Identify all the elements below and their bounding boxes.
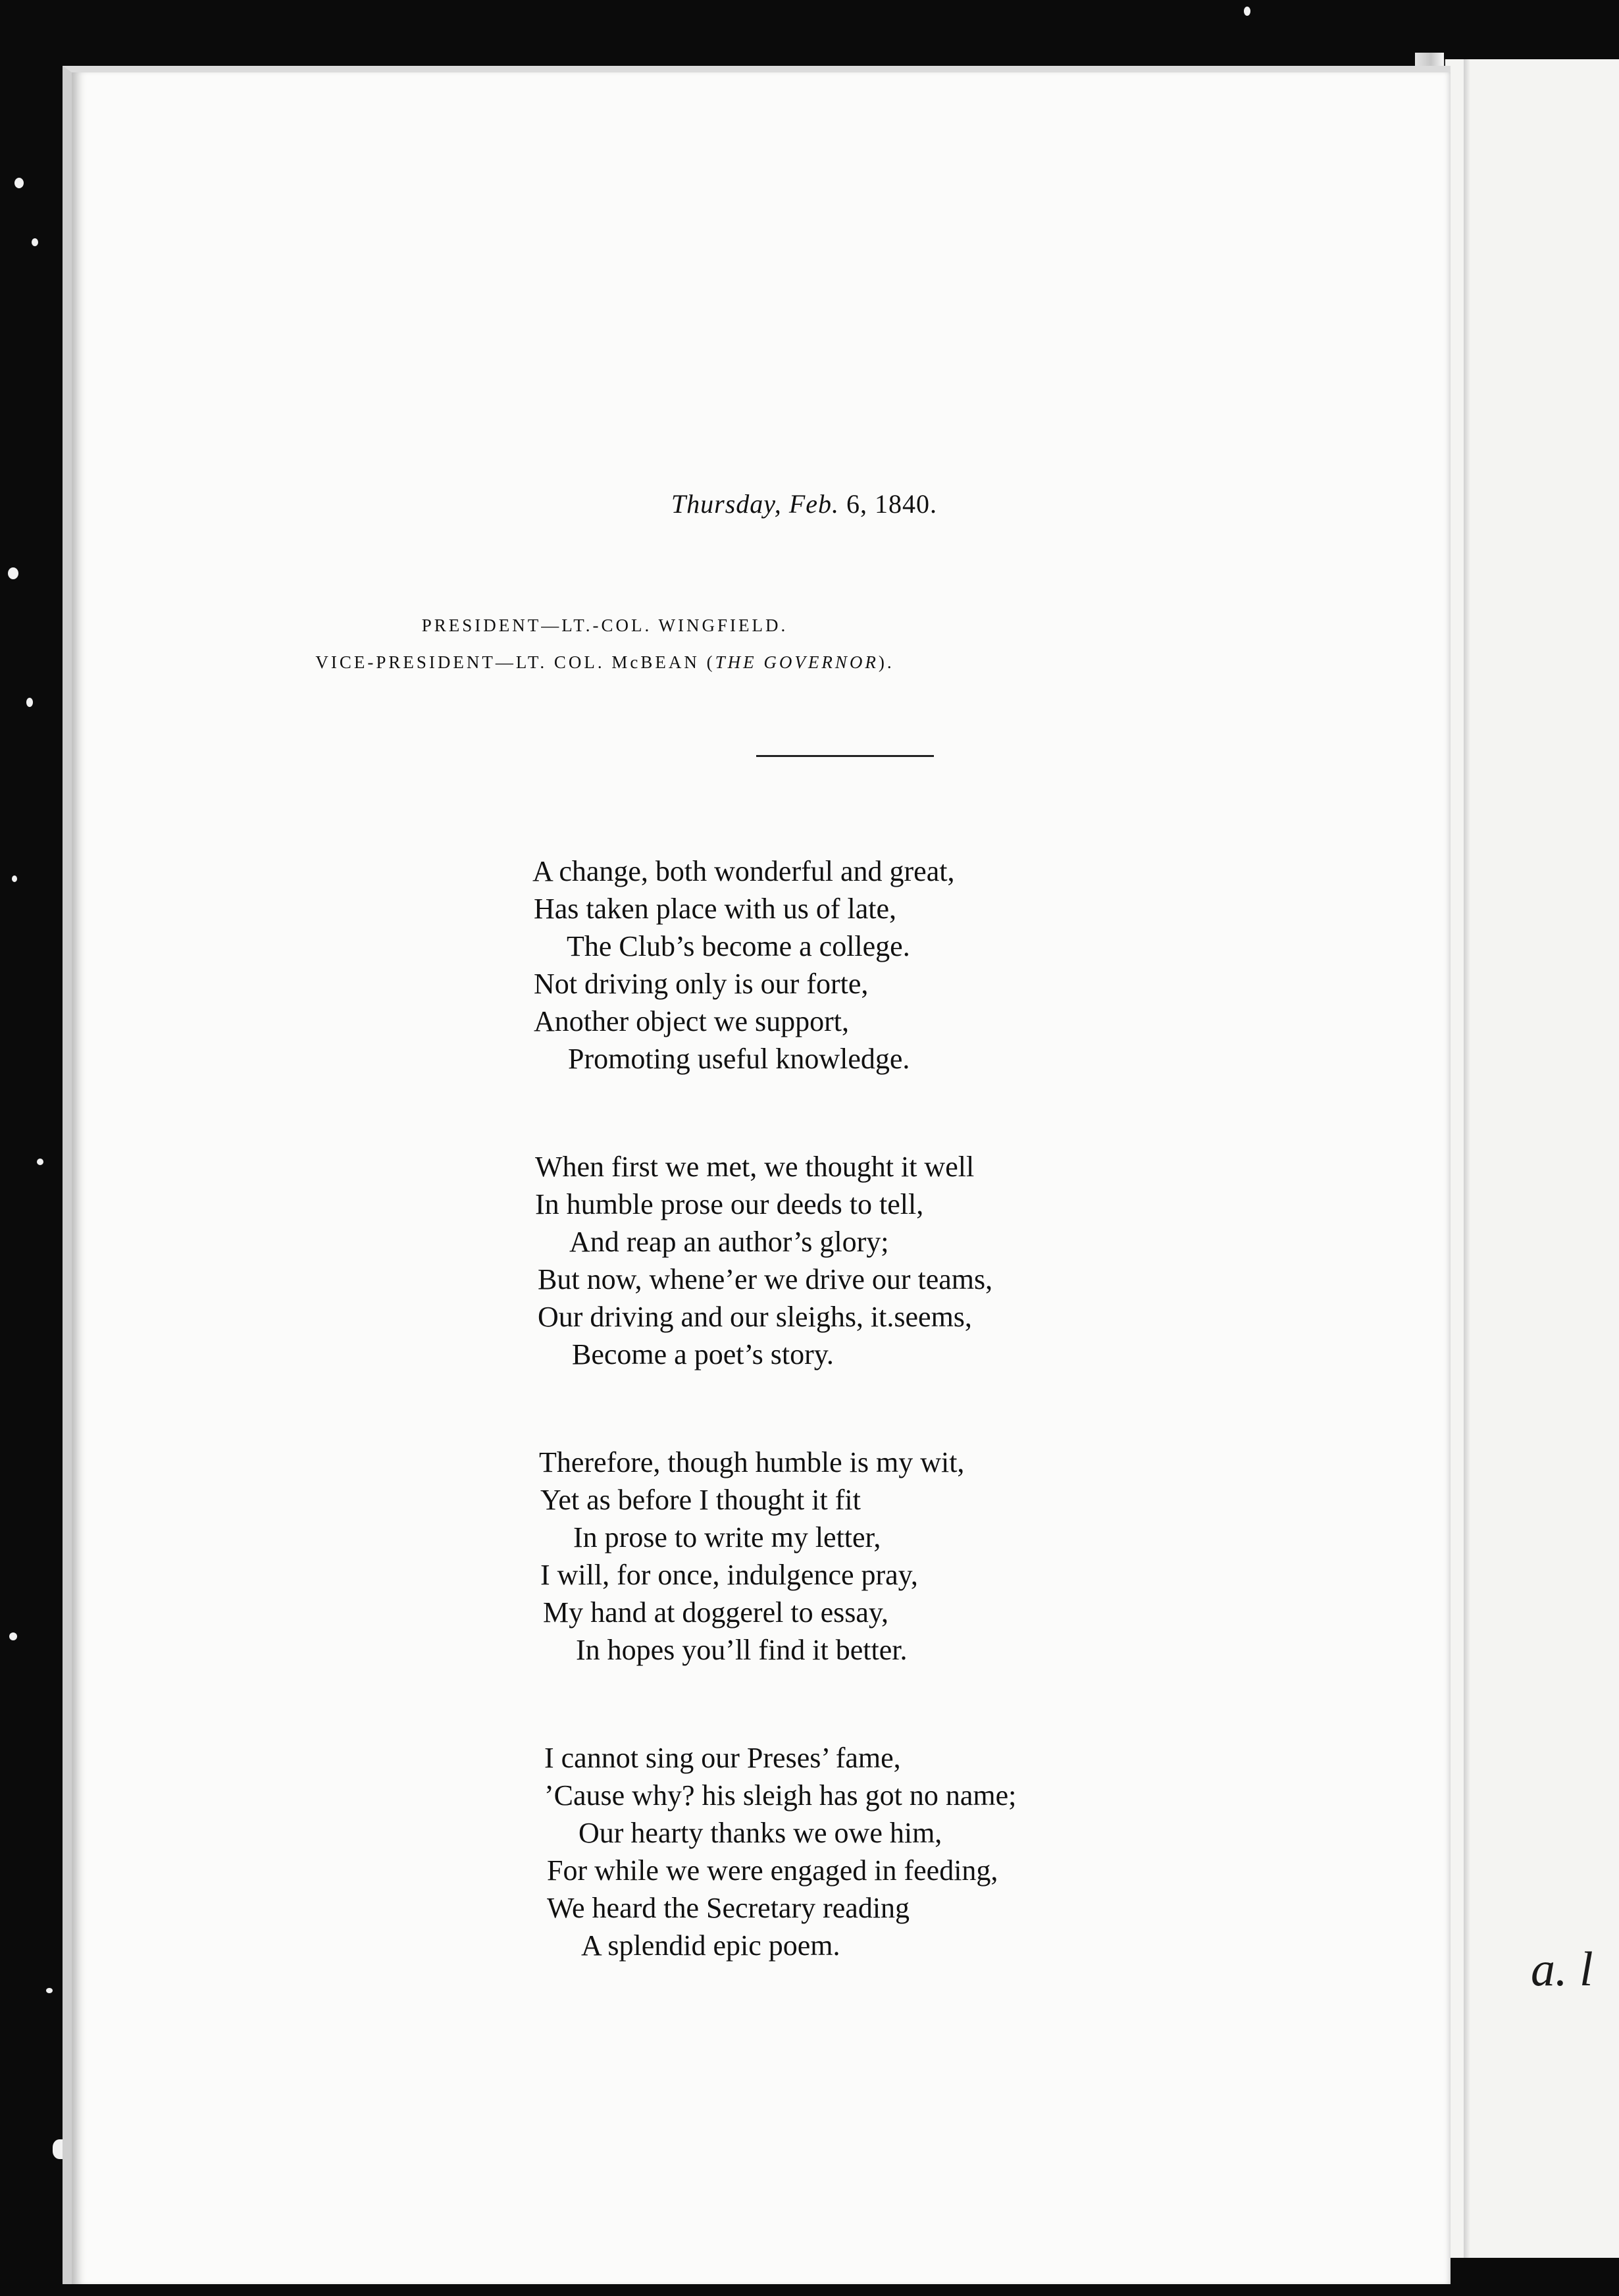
verse-line: A splendid epic poem. <box>581 1929 840 1962</box>
scan-speck <box>1244 7 1250 16</box>
vice-president-suffix: ). <box>878 652 894 672</box>
stanza-3 <box>532 1444 1191 1669</box>
adjacent-page <box>1441 59 1619 2258</box>
stanza-2 <box>532 1148 1191 1373</box>
verse-line: Has taken place with us of late, <box>534 893 897 925</box>
scan-speck <box>32 238 38 246</box>
scan-speck <box>9 1632 17 1640</box>
stanza-1 <box>532 852 1191 1078</box>
verse-line: In hopes you’ll find it better. <box>576 1634 908 1666</box>
handwritten-fragment: a. l <box>1531 1943 1593 1996</box>
vice-president-prefix: VICE-PRESIDENT—LT. COL. McBEAN ( <box>315 652 715 672</box>
section-divider <box>756 755 934 757</box>
vice-president-line <box>72 644 1138 681</box>
verse-line: A change, both wonderful and great, <box>532 855 955 887</box>
verse-line: Therefore, though humble is my wit, <box>539 1446 965 1478</box>
verse-line: Our hearty thanks we owe him, <box>578 1817 942 1849</box>
stanza-4 <box>532 1739 1191 1964</box>
scan-speck <box>37 1159 43 1165</box>
scan-speck <box>8 567 18 579</box>
verse-line: I cannot sing our Preses’ fame, <box>544 1742 901 1774</box>
verse-line: Not driving only is our forte, <box>534 968 869 1000</box>
verse-line: And reap an author’s glory; <box>569 1226 889 1258</box>
book-page <box>63 66 1451 2284</box>
verse-line: Yet as before I thought it fit <box>540 1484 861 1516</box>
verse-line: I will, for once, indulgence pray, <box>540 1559 918 1591</box>
president-line: PRESIDENT—LT.-COL. WINGFIELD. <box>421 615 788 635</box>
date-month: Feb. <box>788 489 839 519</box>
adjacent-page-fold <box>1464 59 1470 2258</box>
verse-line: We heard the Secretary reading <box>547 1892 910 1924</box>
verse-line: But now, whene’er we drive our teams, <box>538 1263 993 1295</box>
poem <box>532 852 1191 1964</box>
verse-line: Become a poet’s story. <box>572 1338 834 1370</box>
date-rest: 6, 1840. <box>846 489 937 519</box>
date-weekday: Thursday, <box>671 489 782 519</box>
verse-line: ’Cause why? his sleigh has got no name; <box>544 1779 1017 1812</box>
page-date <box>671 488 937 519</box>
verse-line: In prose to write my letter, <box>573 1521 881 1553</box>
scan-speck <box>46 1988 53 1993</box>
scan-speck <box>12 875 17 882</box>
verse-line: In humble prose our deeds to tell, <box>535 1188 924 1220</box>
scan-speck <box>26 698 33 707</box>
verse-line: The Club’s become a college. <box>567 930 910 962</box>
verse-line: For while we were engaged in feeding, <box>547 1854 998 1887</box>
officers-block <box>72 607 1138 681</box>
verse-line: Our driving and our sleighs, it.seems, <box>538 1301 972 1333</box>
vice-president-title: THE GOVERNOR <box>715 652 879 672</box>
verse-line: Promoting useful knowledge. <box>568 1043 910 1075</box>
verse-line: When first we met, we thought it well <box>535 1151 975 1183</box>
verse-line: Another object we support, <box>534 1005 849 1037</box>
verse-line: My hand at doggerel to essay, <box>543 1596 889 1629</box>
scan-speck <box>14 178 24 188</box>
